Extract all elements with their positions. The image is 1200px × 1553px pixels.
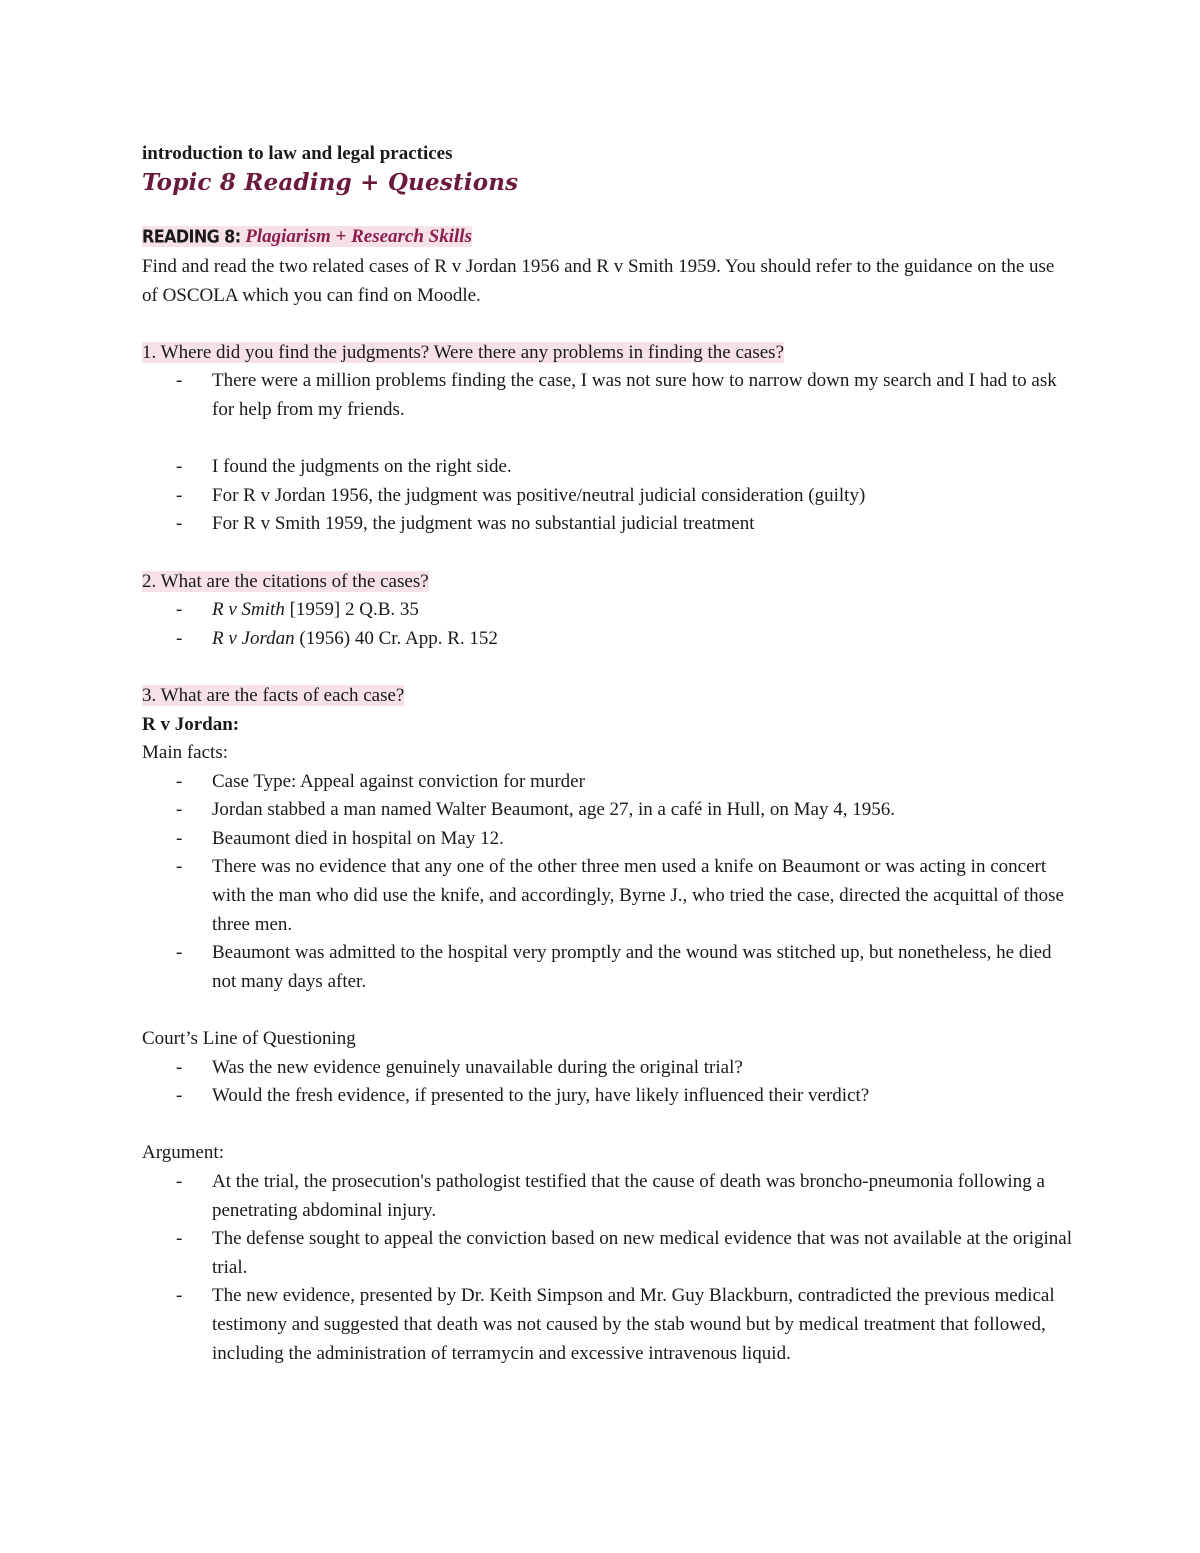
- list-item: - For R v Jordan 1956, the judgment was positive/neutral judicial consideration (guilty): [142, 482, 1072, 511]
- list-item: - There was no evidence that any one of the other three men used a knife on Beaumont or was acting in concert with the man who did use the knife, and accordingly, Byrne J., who tried the case, directed the acquittal of those three men.: [142, 853, 1072, 939]
- course-title: introduction to law and legal practices: [142, 143, 453, 164]
- case-heading: R v Jordan:: [142, 713, 240, 735]
- q1-answer-list: [142, 367, 1072, 424]
- list-item: - Beaumont was admitted to the hospital very promptly and the wound was stitched up, but nonetheless, he died not many days after.: [142, 939, 1072, 996]
- argument-list: [142, 1168, 1072, 1368]
- reading-intro: Find and read the two related cases of R v Jordan 1956 and R v Smith 1959. You should refer to the guidance on the use of OSCOLA which you can find on Moodle.: [142, 256, 1055, 306]
- citation-item: [142, 625, 1072, 654]
- case-name: R v Jordan: [212, 627, 295, 649]
- list-item: - Jordan stabbed a man named Walter Beaumont, age 27, in a café in Hull, on May 4, 1956.: [142, 796, 1072, 825]
- document-body: [142, 140, 1072, 1368]
- list-item: - The new evidence, presented by Dr. Keith Simpson and Mr. Guy Blackburn, contradicted the previous medical testimony and suggested that death was not caused by the stab wound but by medical treatment that followed, including the administration of terramycin and excessive intravenous liquid.: [142, 1282, 1072, 1368]
- list-item: - The defense sought to appeal the conviction based on new medical evidence that was not available at the original trial.: [142, 1225, 1072, 1282]
- reading-label: READING 8:: [142, 226, 241, 247]
- citation-ref: [1959] 2 Q.B. 35: [284, 599, 419, 621]
- list-item: - I found the judgments on the right side.: [142, 453, 1072, 482]
- argument-label: Argument:: [142, 1142, 224, 1164]
- question-3: 3. What are the facts of each case?: [142, 684, 405, 706]
- list-item: - There were a million problems finding the case, I was not sure how to narrow down my search and I had to ask for help from my friends.: [142, 367, 1072, 424]
- list-item: - Was the new evidence genuinely unavailable during the original trial?: [142, 1054, 1072, 1083]
- questioning-label: Court’s Line of Questioning: [142, 1028, 356, 1050]
- question-1: 1. Where did you find the judgments? Were there any problems in finding the cases?: [142, 341, 785, 363]
- citation-item: [142, 596, 1072, 625]
- list-item: - At the trial, the prosecution's pathologist testified that the cause of death was broncho-pneumonia following a penetrating abdominal injury.: [142, 1168, 1072, 1225]
- citation-ref: (1956) 40 Cr. App. R. 152: [294, 627, 498, 649]
- list-item: - Beaumont died in hospital on May 12.: [142, 825, 1072, 854]
- list-item: - For R v Smith 1959, the judgment was no substantial judicial treatment: [142, 510, 1072, 539]
- citation-list: [142, 596, 1072, 653]
- main-facts-list: [142, 768, 1072, 997]
- questioning-list: [142, 1054, 1072, 1111]
- reading-subtitle: Plagiarism + Research Skills: [245, 226, 472, 247]
- topic-title: Topic 8 Reading + Questions: [142, 169, 519, 196]
- main-facts-label: Main facts:: [142, 742, 229, 764]
- list-item: - Would the fresh evidence, if presented to the jury, have likely influenced their verdict?: [142, 1082, 1072, 1111]
- list-item: - Case Type: Appeal against conviction for murder: [142, 768, 1072, 797]
- question-2: 2. What are the citations of the cases?: [142, 570, 429, 592]
- reading-heading-highlight: [142, 226, 472, 247]
- case-name: R v Smith: [212, 599, 285, 621]
- q1-answer-list-2: [142, 453, 1072, 539]
- reading-heading: [142, 222, 1072, 252]
